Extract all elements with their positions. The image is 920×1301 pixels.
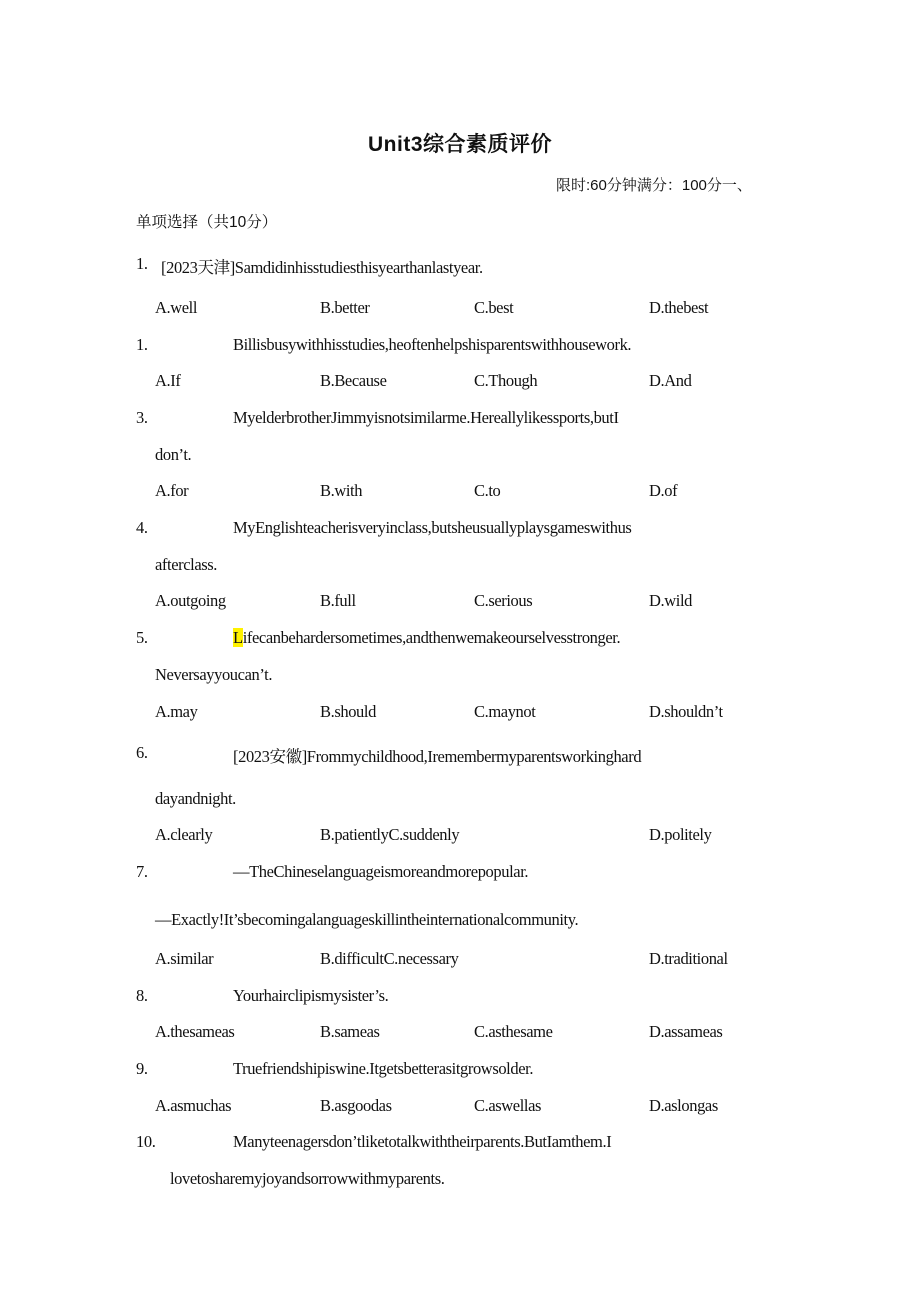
option-c: C.serious: [474, 591, 533, 610]
option-c: C.asthesame: [474, 1022, 553, 1041]
option-d: D.thebest: [649, 298, 709, 317]
option-c: C.maynot: [474, 702, 536, 721]
option-b: B.with: [320, 481, 363, 500]
option-b: B.sameas: [320, 1022, 380, 1041]
highlighted-letter: L: [233, 628, 243, 647]
option-d: D.wild: [649, 591, 692, 610]
question-continuation: Neversayyoucan’t.: [155, 665, 273, 684]
time-score-info: 限时:60分钟满分：100分一、: [556, 177, 752, 194]
option-d: D.shouldn’t: [649, 702, 723, 721]
question-stem: [233, 628, 620, 648]
option-d: D.And: [649, 371, 692, 390]
question-number: 1.: [136, 254, 148, 273]
question-stem: [2023安徽]Frommychildhood,Iremembermyparentsworkinghard: [233, 747, 642, 766]
option-a: A.similar: [155, 949, 214, 968]
option-a: A.for: [155, 481, 189, 500]
option-b-c: B.patientlyC.suddenly: [320, 825, 460, 844]
option-b: B.should: [320, 702, 376, 721]
question-stem: MyEnglishteacherisveryinclass,butsheusuallyplaysgameswithus: [233, 518, 632, 537]
page-title: Unit3综合素质评价: [368, 133, 552, 156]
option-a: A.If: [155, 371, 181, 390]
question-number: 7.: [136, 862, 148, 881]
section-heading: 单项选择（共10分）: [136, 214, 278, 231]
option-a: A.outgoing: [155, 591, 226, 610]
option-c: C.to: [474, 481, 501, 500]
question-number: 3.: [136, 408, 148, 427]
question-number: 9.: [136, 1059, 148, 1078]
question-stem: MyelderbrotherJimmyisnotsimilarme.Hereallylikessports,butI: [233, 408, 619, 427]
option-b: B.asgoodas: [320, 1096, 392, 1115]
question-number: 6.: [136, 743, 148, 762]
option-b-c: B.difficultC.necessary: [320, 949, 459, 968]
option-d: D.assameas: [649, 1022, 723, 1041]
question-number: 4.: [136, 518, 148, 537]
question-stem: Yourhairclipismysister’s.: [233, 986, 389, 1005]
question-continuation: —Exactly!It’sbecomingalanguageskillintheinternationalcommunity.: [155, 910, 579, 929]
question-continuation: lovetosharemyjoyandsorrowwithmyparents.: [170, 1169, 445, 1188]
question-stem: [2023天津]Samdidinhisstudiesthisyearthanlastyear.: [161, 258, 483, 277]
option-d: D.politely: [649, 825, 712, 844]
option-b: B.full: [320, 591, 356, 610]
question-continuation: don’t.: [155, 445, 192, 464]
option-d: D.traditional: [649, 949, 728, 968]
option-b: B.Because: [320, 371, 387, 390]
option-d: D.of: [649, 481, 678, 500]
question-number: 10.: [136, 1132, 156, 1151]
question-number: 8.: [136, 986, 148, 1005]
option-a: A.clearly: [155, 825, 213, 844]
question-number: 5.: [136, 628, 148, 647]
option-a: A.asmuchas: [155, 1096, 232, 1115]
option-a: A.thesameas: [155, 1022, 235, 1041]
question-number: 1.: [136, 335, 148, 354]
option-c: C.Though: [474, 371, 538, 390]
question-stem-text: ifecanbehardersometimes,andthenwemakeourselvesstronger.: [242, 628, 621, 647]
question-stem: Manyteenagersdon’tliketotalkwiththeirparents.ButIamthem.I: [233, 1132, 612, 1151]
option-a: A.well: [155, 298, 198, 317]
option-a: A.may: [155, 702, 198, 721]
question-stem: —TheChineselanguageismoreandmorepopular.: [233, 862, 529, 881]
question-stem: Truefriendshipiswine.Itgetsbetterasitgrowsolder.: [233, 1059, 534, 1078]
question-stem: Billisbusywithhisstudies,heoftenhelpshisparentswithhousework.: [233, 335, 632, 354]
option-b: B.better: [320, 298, 370, 317]
question-continuation: afterclass.: [155, 555, 218, 574]
option-c: C.aswellas: [474, 1096, 542, 1115]
option-c: C.best: [474, 298, 514, 317]
question-continuation: dayandnight.: [155, 789, 236, 808]
option-d: D.aslongas: [649, 1096, 718, 1115]
